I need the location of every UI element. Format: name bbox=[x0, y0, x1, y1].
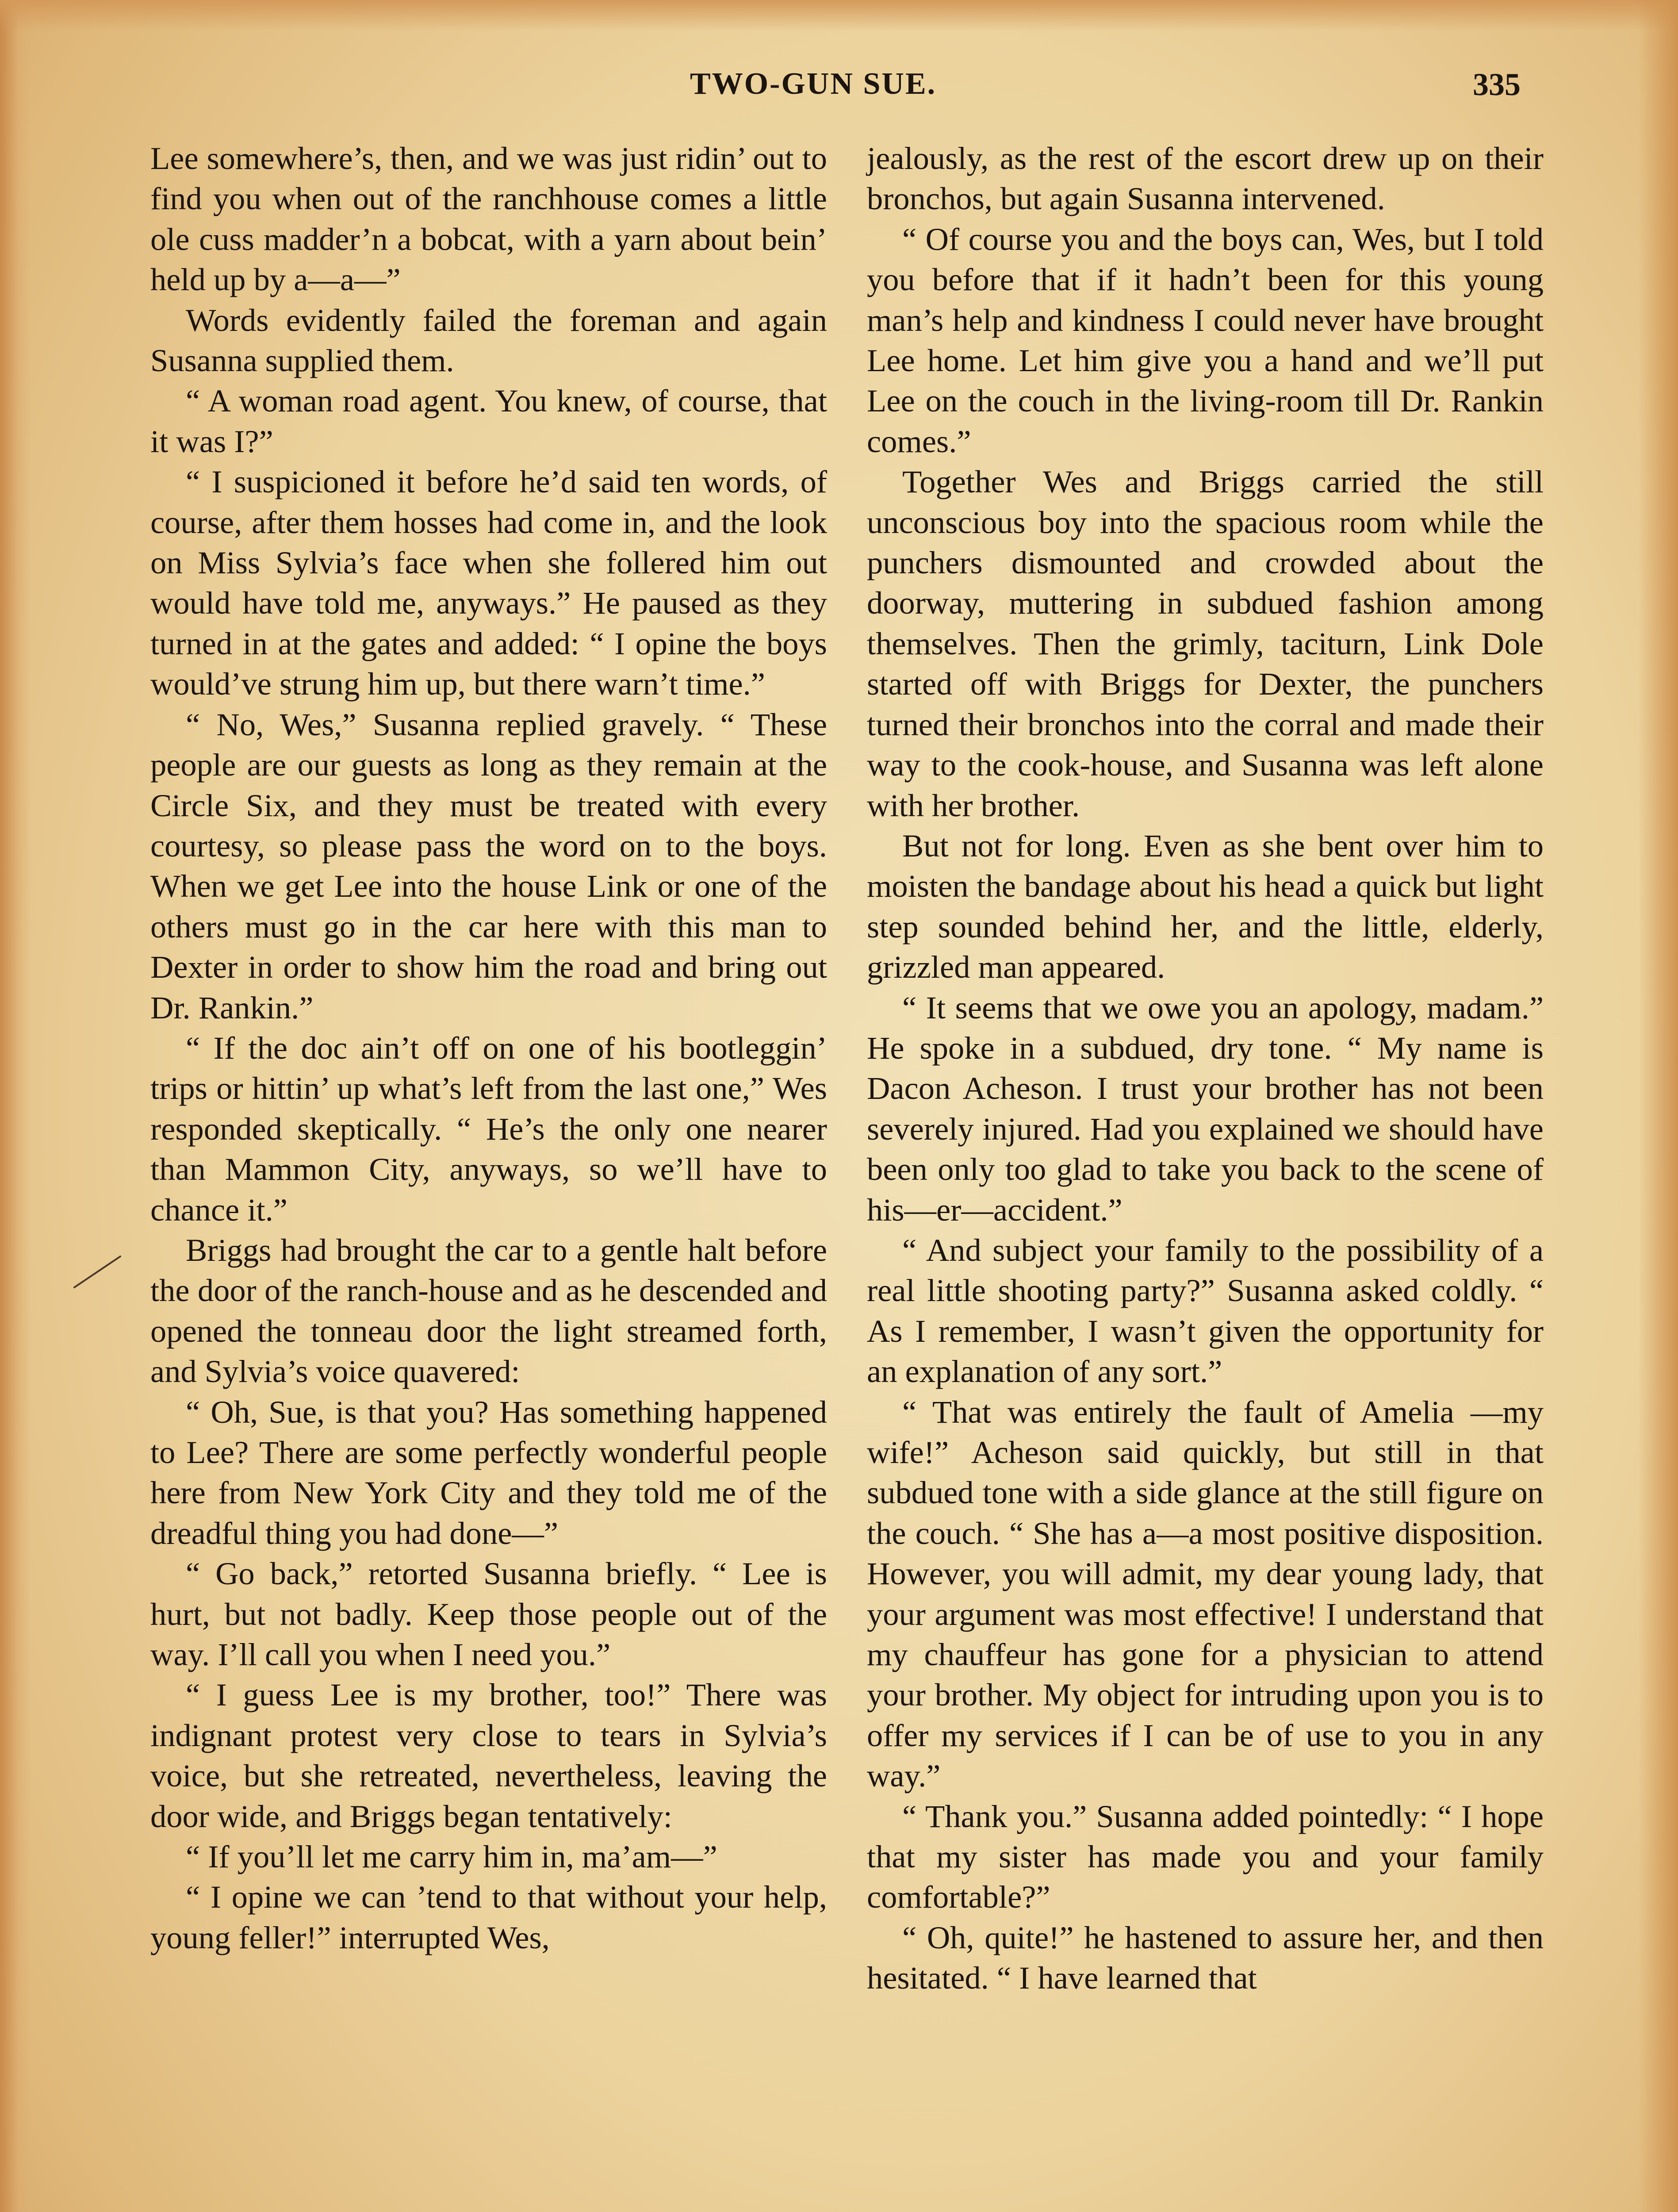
page-edge-left bbox=[0, 0, 31, 2212]
paragraph: “ No, Wes,” Susanna replied gravely. “ These people are our guests as long as they remain at the Circle Six, and they must be treated with every courtesy, so please pass the word on to the boys. When we get Lee into the house Link or one of the others must go in the car here with this man to Dexter in order to show him the road and bring out Dr. Rankin.” bbox=[150, 706, 827, 1025]
paragraph: “ Oh, quite!” he hastened to assure her, and then hesitated. “ I have learned that bbox=[867, 1919, 1544, 1996]
paragraph: “ Oh, Sue, is that you? Has something happened to Lee? There are some perfectly wonderful people here from New York City and they told me of the dreadful thing you had done—” bbox=[150, 1394, 827, 1551]
paragraph: “ Go back,” retorted Susanna briefly. “ Lee is hurt, but not badly. Keep those people out of the way. I’ll call you when I need you.” bbox=[150, 1555, 827, 1673]
paragraph: “ If you’ll let me carry him in, ma’am—” bbox=[186, 1839, 717, 1875]
paragraph: Lee somewhere’s, then, and we was just ridin’ out to find you when out of the ranchhouse comes a little ole cuss madder’n a bobcat, with a yarn about bein’ held up by a—a—” bbox=[150, 140, 827, 298]
paragraph: But not for long. Even as she bent over him to moisten the bandage about his head a quick but light step sounded behind her, and the little, elderly, grizzled man appeared. bbox=[867, 827, 1544, 985]
page-edge-top bbox=[0, 0, 1678, 31]
paragraph: “ A woman road agent. You knew, of course, that it was I?” bbox=[150, 383, 827, 459]
paragraph: jealously, as the rest of the escort drew up on their bronchos, but again Susanna intervened. bbox=[867, 140, 1544, 217]
pencil-mark-icon bbox=[71, 1252, 124, 1292]
paragraph: “ I suspicioned it before he’d said ten words, of course, after them hosses had come in, and the look on Miss Sylvia’s face when she follered him out would have told me, anyways.” He paused as they turned in at the gates and added: “ I opine the boys would’ve strung him up, but there warn’t time.” bbox=[150, 464, 827, 702]
paragraph: “ Thank you.” Susanna added pointedly: “ I hope that my sister has made you and your family comfortable?” bbox=[867, 1798, 1544, 1915]
paragraph: “ It seems that we owe you an apology, madam.” He spoke in a subdued, dry tone. “ My name is Dacon Acheson. I trust your brother has not been severely injured. Had you explained we should have been only too glad to take you back to the scene of his—er—accident.” bbox=[867, 989, 1544, 1228]
right-column bbox=[867, 138, 1544, 1998]
page-edge-right bbox=[1638, 0, 1678, 2212]
left-column bbox=[150, 138, 827, 1958]
paragraph: Together Wes and Briggs carried the still unconscious boy into the spacious room while the punchers dismounted and crowded about the doorway, muttering in subdued fashion among themselves. Then the grimly, taciturn, Link Dole started off with Briggs for Dexter, the punchers turned their bronchos into the corral and made their way to the cook-house, and Susanna was left alone with her brother. bbox=[867, 464, 1544, 823]
paragraph: “ I guess Lee is my brother, too!” There was indignant protest very close to tears in Sylvia’s voice, but she retreated, nevertheless, leaving the door wide, and Briggs began tentatively: bbox=[150, 1677, 827, 1834]
running-head: TWO-GUN SUE. bbox=[690, 67, 937, 101]
paragraph: Words evidently failed the foreman and again Susanna supplied them. bbox=[150, 302, 827, 379]
page-number: 335 bbox=[1473, 67, 1521, 102]
paragraph: “ I opine we can ’tend to that without your help, young feller!” interrupted Wes, bbox=[150, 1879, 827, 1955]
paragraph: Briggs had brought the car to a gentle halt before the door of the ranch-house and as he descended and opened the tonneau door the light streamed forth, and Sylvia’s voice quavered: bbox=[150, 1232, 827, 1390]
paragraph: “ If the doc ain’t off on one of his bootleggin’ trips or hittin’ up what’s left from the last one,” Wes responded skeptically. “ He’s the only one nearer than Mammon City, anyways, so we’ll have to chance it.” bbox=[150, 1029, 827, 1228]
paragraph: “ And subject your family to the possibility of a real little shooting party?” Susanna asked coldly. “ As I remember, I wasn’t given the opportunity for an explanation of any sort.” bbox=[867, 1232, 1544, 1390]
paragraph: “ Of course you and the boys can, Wes, but I told you before that if it hadn’t been for this young man’s help and kindness I could never have brought Lee home. Let him give you a hand and we’ll put Lee on the couch in the living-room till Dr. Rankin comes.” bbox=[867, 221, 1544, 459]
paragraph: “ That was entirely the fault of Amelia —my wife!” Acheson said quickly, but still in that subdued tone with a side glance at the still figure on the couch. “ She has a—a most positive disposition. However, you will admit, my dear young lady, that your argument was most effective! I understand that my chauffeur has gone for a physician to attend your brother. My object for intruding upon you is to offer my services if I can be of use to you in any way.” bbox=[867, 1394, 1544, 1794]
